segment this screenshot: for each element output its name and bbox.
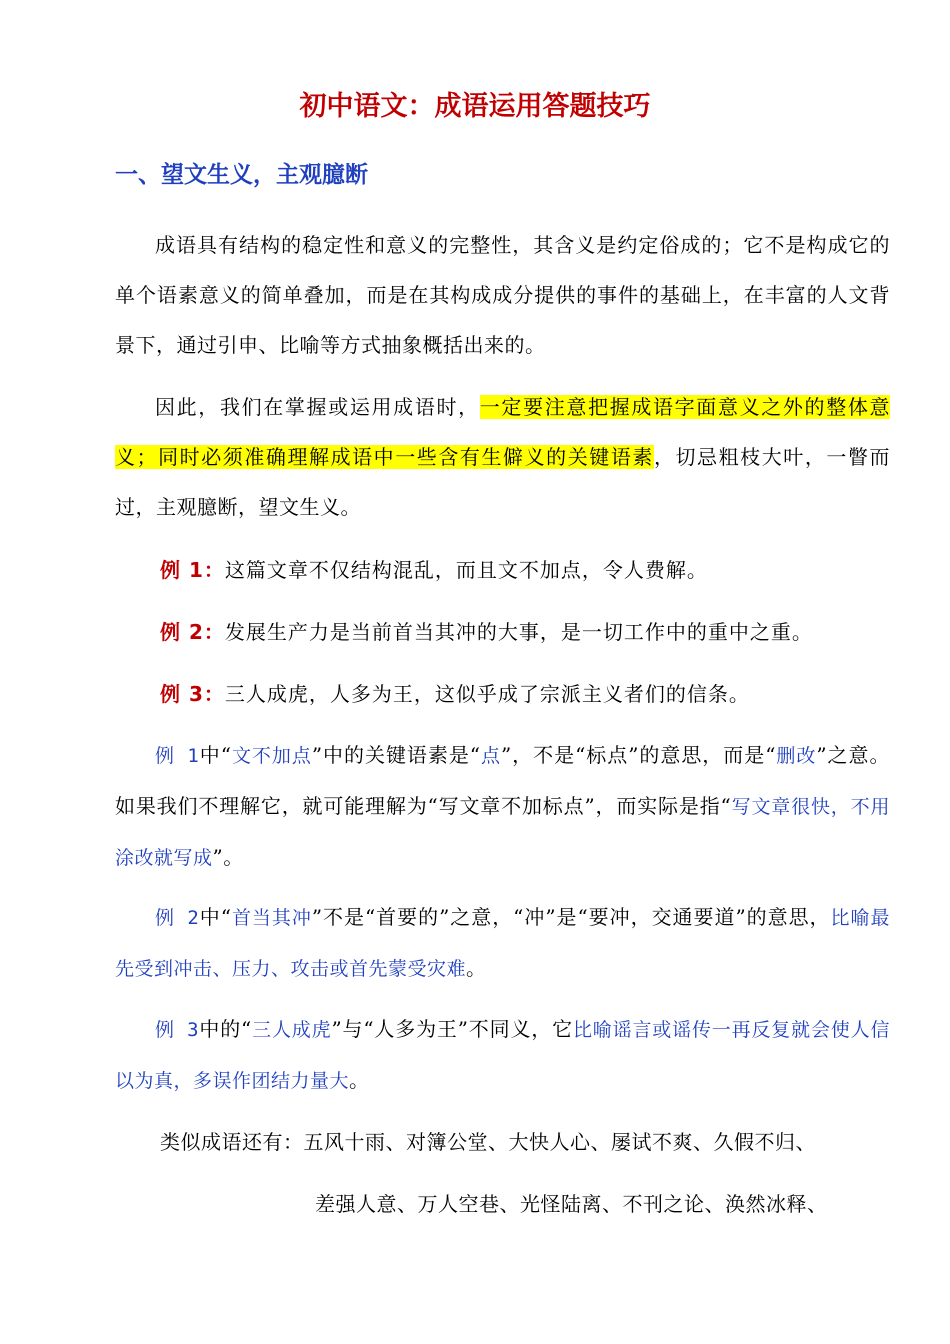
similar-idioms-line2: 差强人意、万人空巷、光怪陆离、不刊之论、涣然冰释、 bbox=[315, 1192, 828, 1216]
explanation-1 bbox=[115, 730, 890, 883]
meaning: 比喻最先受到冲击、压力、攻击或首先蒙受灾难 bbox=[115, 907, 890, 980]
advice-text: 因此，我们在掌握或运用成语时， bbox=[155, 395, 480, 419]
example-1 bbox=[160, 550, 708, 590]
paragraph-advice bbox=[115, 382, 890, 532]
text: 中的“ bbox=[199, 1017, 252, 1041]
example-2 bbox=[160, 612, 813, 652]
example-text: 三人成虎，人多为王，这似乎成了宗派主义者们的信条。 bbox=[224, 682, 750, 706]
similar-idioms-line1 bbox=[160, 1122, 816, 1162]
key-morpheme: 点 bbox=[480, 745, 501, 767]
example-text: 发展生产力是当前首当其冲的大事，是一切工作中的重中之重。 bbox=[224, 620, 813, 644]
example-3 bbox=[160, 674, 750, 714]
text: ”之意。如果我们不理解它，就可能理解为“写文章不加标点”，而实际是指“ bbox=[115, 743, 890, 818]
example-label: 例 1： bbox=[160, 558, 225, 582]
text: ”与“人多为王”不同义，它 bbox=[331, 1017, 573, 1041]
paragraph-intro: 成语具有结构的稳定性和意义的完整性，其含义是约定俗成的；它不是构成它的单个语素意义的简单叠加，而是在其构成成分提供的事件的基础上，在丰富的人文背景下，通过引申、比喻等方式抽象概括出来的。 bbox=[115, 233, 890, 357]
text: 中“ bbox=[199, 905, 232, 929]
text: ”不是“首要的”之意，“冲”是“要冲，交通要道”的意思， bbox=[311, 905, 831, 929]
text: 。 bbox=[349, 1068, 370, 1092]
text: ”。 bbox=[212, 845, 244, 869]
meaning: 写文章很快，不用涂改就写成 bbox=[115, 796, 890, 869]
text: ”中的关键语素是“ bbox=[311, 743, 481, 767]
ref-label: 例 2 bbox=[155, 907, 200, 929]
advice-text-end: ，切忌粗枝大叶，一瞥而过，主观臆断，望文生义。 bbox=[115, 445, 891, 519]
ref-label: 例 1 bbox=[155, 745, 200, 767]
similar-list: 五风十雨、对簿公堂、大快人心、屡试不爽、久假不归、 bbox=[303, 1130, 816, 1154]
meaning: 比喻谣言或谣传一再反复就会使人信以为真，多误作团结力量大 bbox=[115, 1019, 890, 1092]
explanation-3 bbox=[115, 1004, 890, 1106]
ref-label: 例 3 bbox=[155, 1019, 200, 1041]
example-label: 例 3： bbox=[160, 682, 225, 706]
text: ”，不是“标点”的意思，而是“ bbox=[500, 743, 776, 767]
explanation-2 bbox=[115, 892, 890, 994]
page-title: 初中语文：成语运用答题技巧 bbox=[299, 91, 651, 122]
example-label: 例 2： bbox=[160, 620, 225, 644]
meaning: 删改 bbox=[775, 745, 817, 767]
section-heading: 一、望文生义，主观臆断 bbox=[115, 162, 368, 188]
idiom: 首当其冲 bbox=[231, 907, 312, 929]
highlighted-text: 一定要注意把握成语字面意义之外的整体意义；同时必须准确理解成语中一些含有生僻义的关键语素 bbox=[115, 395, 891, 469]
similar-label: 类似成语还有： bbox=[160, 1130, 304, 1154]
text: 中“ bbox=[199, 743, 232, 767]
example-text: 这篇文章不仅结构混乱，而且文不加点，令人费解。 bbox=[224, 558, 708, 582]
text: 。 bbox=[466, 956, 487, 980]
idiom: 文不加点 bbox=[231, 745, 312, 767]
idiom: 三人成虎 bbox=[251, 1019, 332, 1041]
